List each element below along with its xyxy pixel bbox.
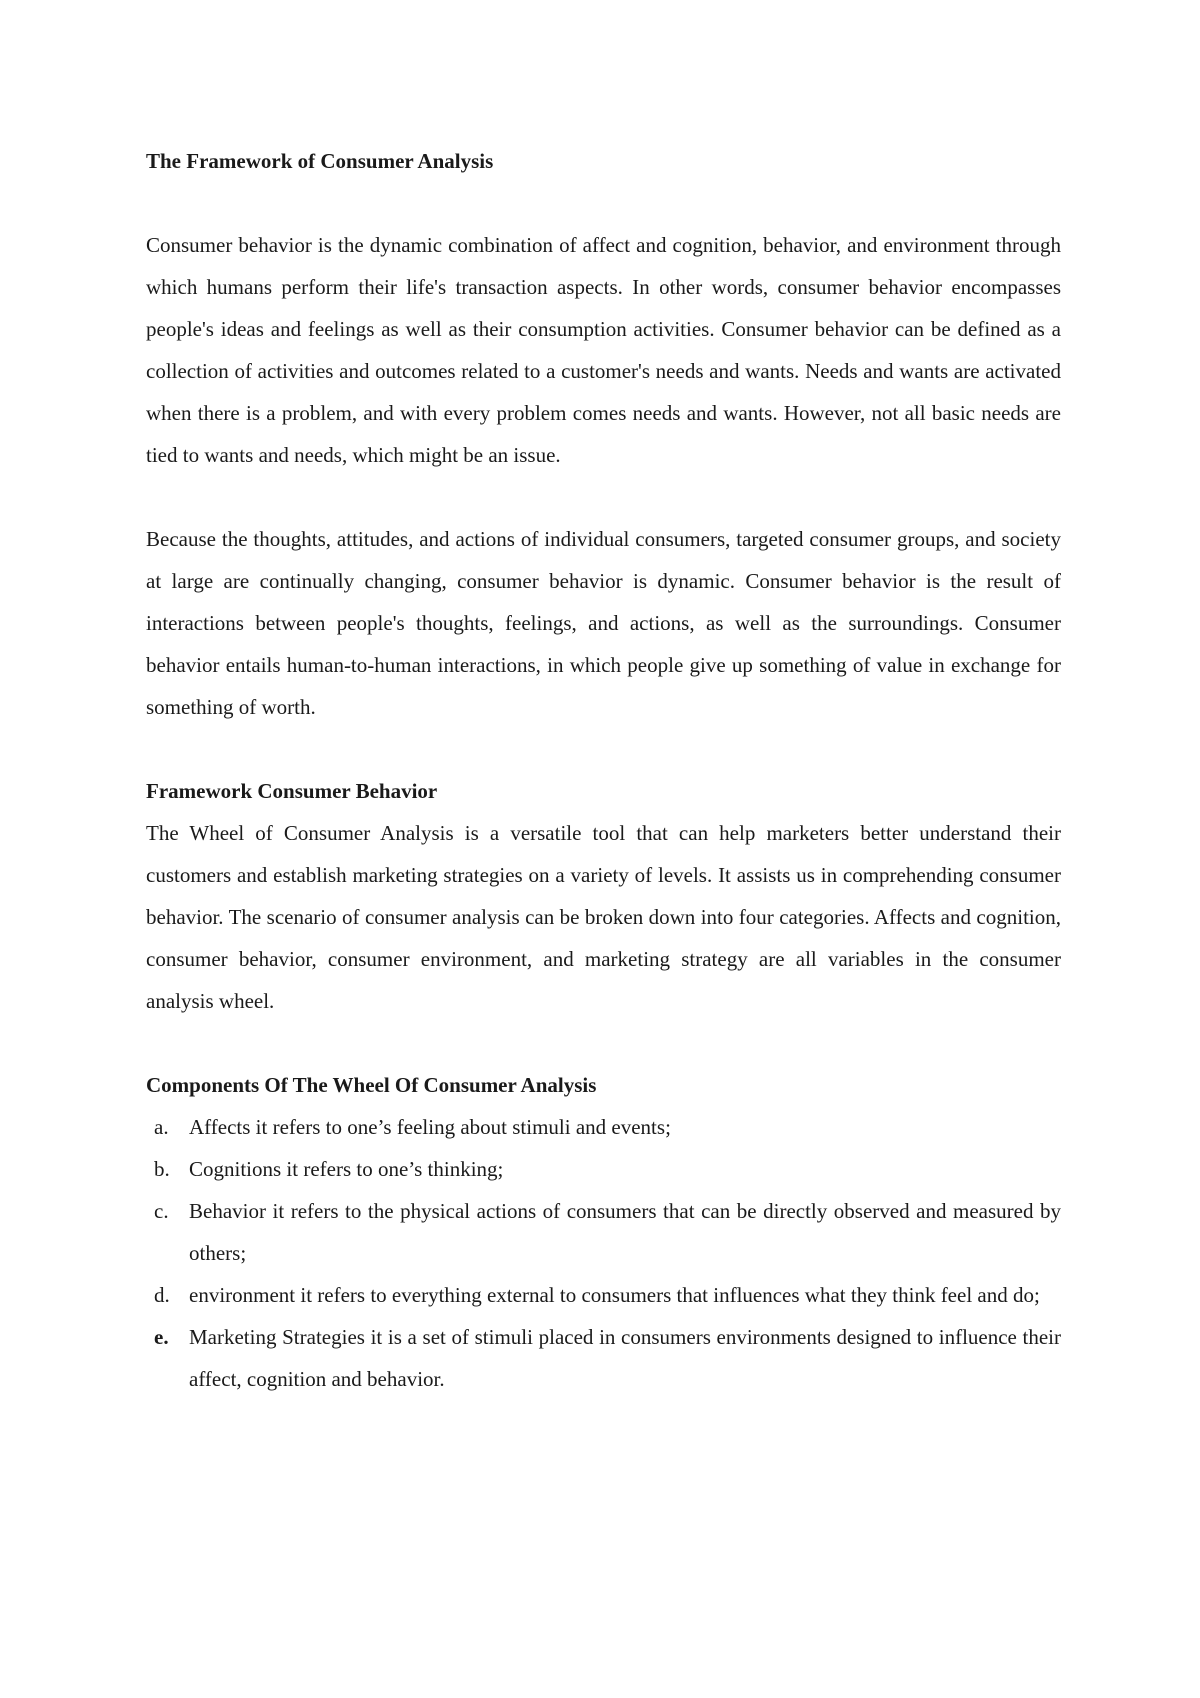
spacer [146, 476, 1061, 518]
section-heading-framework: Framework Consumer Behavior [146, 779, 438, 803]
list-marker: d. [154, 1283, 170, 1307]
list-item [146, 1148, 1061, 1190]
list-item [146, 1106, 1061, 1148]
components-list [146, 1106, 1061, 1400]
spacer [146, 728, 1061, 770]
list-item-text: environment it refers to everything external to consumers that influences what they think feel and do; [189, 1283, 1040, 1307]
list-item-text: Behavior it refers to the physical actions of consumers that can be directly observed and measured by others; [189, 1199, 1061, 1265]
intro-paragraph-1: Consumer behavior is the dynamic combination of affect and cognition, behavior, and environment through which humans perform their life's transaction aspects. In other words, consumer behavior encompasses people's ideas and feelings as well as their consumption activities. Consumer behavior can be defined as a collection of activities and outcomes related to a customer's needs and wants. Needs and wants are activated when there is a problem, and with every problem comes needs and wants. However, not all basic needs are tied to wants and needs, which might be an issue. [146, 233, 1061, 467]
list-item [146, 1190, 1061, 1274]
list-item [146, 1274, 1061, 1316]
list-marker: e. [154, 1325, 169, 1349]
document-page [146, 140, 1061, 1400]
spacer [146, 1022, 1061, 1064]
list-marker: b. [154, 1157, 170, 1181]
list-item-text: Marketing Strategies it is a set of stimuli placed in consumers environments designed to influence their affect, cognition and behavior. [189, 1325, 1061, 1391]
intro-paragraph-2: Because the thoughts, attitudes, and actions of individual consumers, targeted consumer groups, and society at large are continually changing, consumer behavior is dynamic. Consumer behavior is the result of interactions between people's thoughts, feelings, and actions, as well as the surroundings. Consumer behavior entails human-to-human interactions, in which people give up something of value in exchange for something of worth. [146, 527, 1061, 719]
list-marker: a. [154, 1115, 169, 1139]
framework-paragraph: The Wheel of Consumer Analysis is a versatile tool that can help marketers better understand their customers and establish marketing strategies on a variety of levels. It assists us in comprehending consumer behavior. The scenario of consumer analysis can be broken down into four categories. Affects and cognition, consumer behavior, consumer environment, and marketing strategy are all variables in the consumer analysis wheel. [146, 821, 1061, 1013]
section-heading-components: Components Of The Wheel Of Consumer Analysis [146, 1073, 597, 1097]
document-title: The Framework of Consumer Analysis [146, 149, 494, 173]
list-item-text: Affects it refers to one’s feeling about stimuli and events; [189, 1115, 671, 1139]
spacer [146, 182, 1061, 224]
list-item-text: Cognitions it refers to one’s thinking; [189, 1157, 504, 1181]
list-marker: c. [154, 1199, 169, 1223]
list-item [146, 1316, 1061, 1400]
